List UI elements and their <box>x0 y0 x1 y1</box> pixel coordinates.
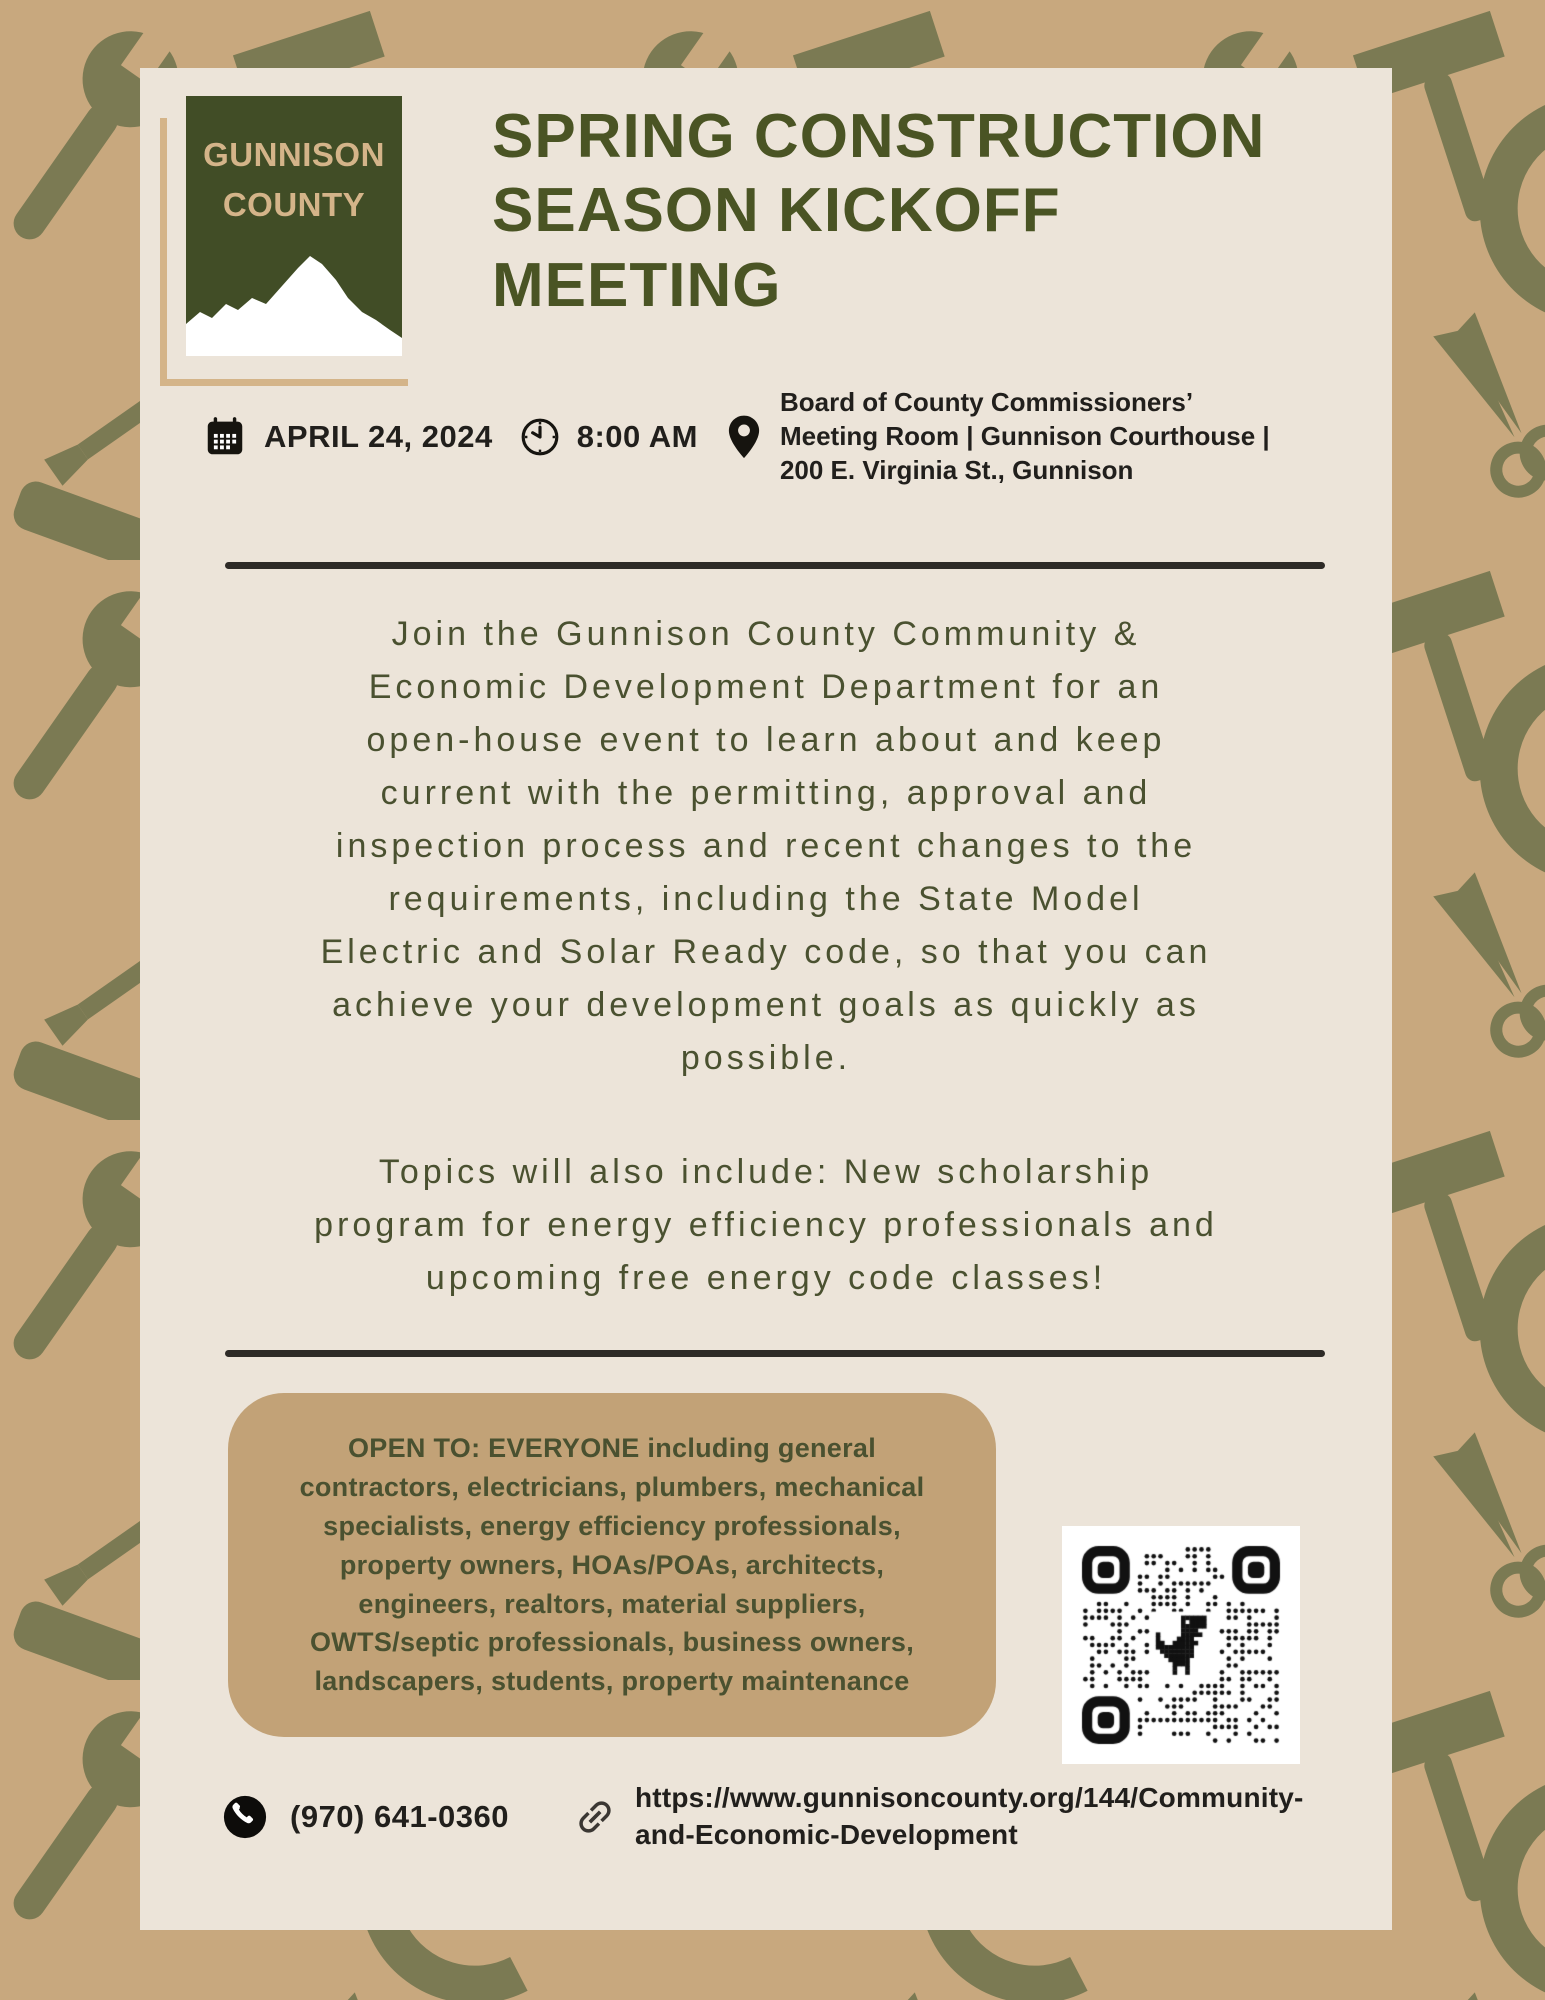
event-location <box>724 386 1285 487</box>
event-location-text: Board of County Commissioners’ Meeting Room | Gunnison Courthouse | 200 E. Virginia St., Gunnison <box>779 387 1270 485</box>
map-pin-icon <box>724 414 764 460</box>
website-url-line2[interactable]: and-Economic-Development <box>635 1818 1018 1850</box>
event-info-row <box>202 386 1362 487</box>
event-time <box>519 416 698 458</box>
flyer-card <box>140 68 1392 1930</box>
title-line-1: SPRING CONSTRUCTION <box>492 102 1266 171</box>
title-line-3: MEETING <box>492 250 782 320</box>
logo-text-line1: GUNNISON <box>203 136 385 173</box>
logo-text-line2: COUNTY <box>222 185 366 223</box>
link-icon <box>573 1795 617 1839</box>
event-date-text: APRIL 24, 2024 <box>264 418 493 454</box>
body-paragraph-2: Topics will also include: New scholarship program for energy efficiency professionals and upcoming free energy code classes! <box>314 1153 1218 1298</box>
divider-bottom <box>225 1350 1325 1357</box>
qr-code-canvas <box>1062 1526 1300 1764</box>
event-date <box>202 414 493 460</box>
qr-code <box>1062 1526 1300 1764</box>
open-to-box: OPEN TO: EVERYONE including general contractors, electricians, plumbers, mechanical specialists, energy efficiency professionals, property owners, HOAs/POAs, architects, engineers, realtors, material suppliers, OWTS/septic professionals, business owners, landscapers, students, property maintenance <box>228 1393 996 1737</box>
body-paragraph-1: Join the Gunnison County Community & Economic Development Department for an open-house event to learn about and keep current with the permitting, approval and inspection process and recent changes to the requirements, including the State Model Electric and Solar Ready code, so that you can achieve your development goals as quickly as possible. <box>320 615 1212 1078</box>
mountain-icon <box>186 246 402 356</box>
phone-number: (970) 641-0360 <box>290 1798 509 1834</box>
website-url-line1[interactable]: https://www.gunnisoncounty.org/144/Community- <box>635 1782 1304 1813</box>
page-title <box>492 100 1352 323</box>
gunnison-county-logo <box>186 96 436 396</box>
logo-badge <box>186 96 402 356</box>
divider-top <box>225 562 1325 569</box>
title-line-2: SEASON KICKOFF <box>492 176 1061 246</box>
phone-icon <box>222 1794 268 1840</box>
clock-icon <box>519 416 561 458</box>
website-url[interactable] <box>635 1780 1304 1854</box>
event-time-text: 8:00 AM <box>576 418 698 454</box>
contact-row <box>222 1780 1362 1854</box>
calendar-icon <box>202 414 248 460</box>
website-link-group <box>573 1780 1304 1854</box>
